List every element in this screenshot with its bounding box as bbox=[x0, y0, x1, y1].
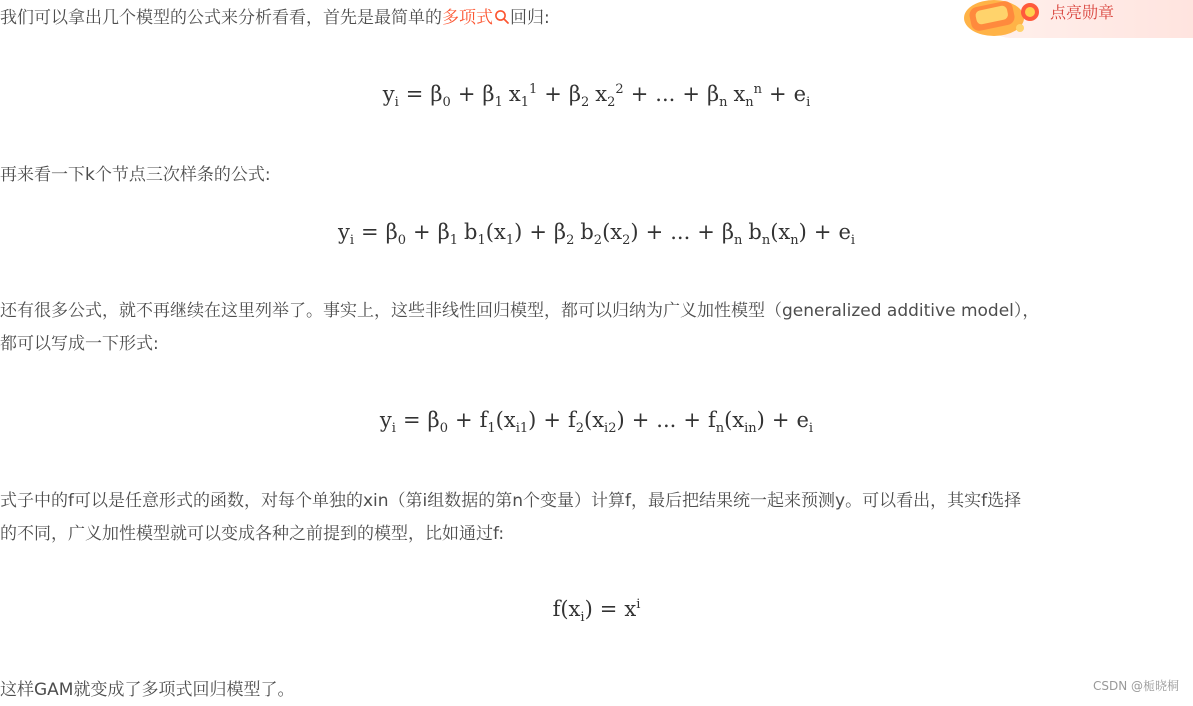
medal-icon bbox=[960, 0, 1056, 36]
badge-label: 点亮勋章 bbox=[1050, 3, 1115, 22]
paragraph-intro bbox=[0, 4, 550, 32]
formula-f: $f(x_i) = x^i$ bbox=[552, 597, 641, 626]
keyword-link-text: 多项式 bbox=[442, 8, 493, 28]
paragraph-gam-line1: 还有很多公式，就不再继续在这里列举了。事实上，这些非线性回归模型，都可以归纳为广义加性模型（generalized additive model）， bbox=[0, 301, 1040, 321]
formula-gam: $y_i = \beta_0 + f_1(x_{i1}) + f_2(x_{i2})$ + ... + $f_n(x_{in}) + e_i$ bbox=[379, 408, 814, 437]
paragraph-intro-tail: 回归: bbox=[510, 8, 550, 28]
light-up-badge-button[interactable] bbox=[988, 0, 1193, 38]
paragraph-intro-text: 我们可以拿出几个模型的公式来分析看看，首先是最简单的 bbox=[0, 8, 442, 28]
paragraph-f-line2: 的不同，广义加性模型就可以变成各种之前提到的模型，比如通过f: bbox=[0, 524, 505, 544]
search-icon[interactable] bbox=[494, 9, 510, 25]
paragraph-gam-line2: 都可以写成一下形式: bbox=[0, 334, 159, 354]
paragraph-spline: 再来看一下k个节点三次样条的公式: bbox=[0, 165, 271, 185]
keyword-link-polynomial[interactable] bbox=[442, 8, 510, 28]
formula-polynomial: $y_i = \beta_0 + \beta_1$ $x_1^1 + \beta_2$ $x_2^2$ + ... + $\beta_n$ $x_n^n + e_i$ bbox=[382, 82, 811, 111]
watermark: CSDN @栀晓桐 bbox=[1092, 679, 1179, 693]
formula-spline: $y_i = \beta_0 + \beta_1$ $b_1(x_1) + \beta_2$ $b_2(x_2)$ + ... + $\beta_n$ $b_n(x_n) + e_i$ bbox=[337, 220, 856, 249]
paragraph-conclusion: 这样GAM就变成了多项式回归模型了。 bbox=[0, 680, 295, 700]
paragraph-f-line1: 式子中的f可以是任意形式的函数，对每个单独的xin（第i组数据的第n个变量）计算f，最后把结果统一起来预测y。可以看出，其实f选择 bbox=[0, 491, 1022, 511]
